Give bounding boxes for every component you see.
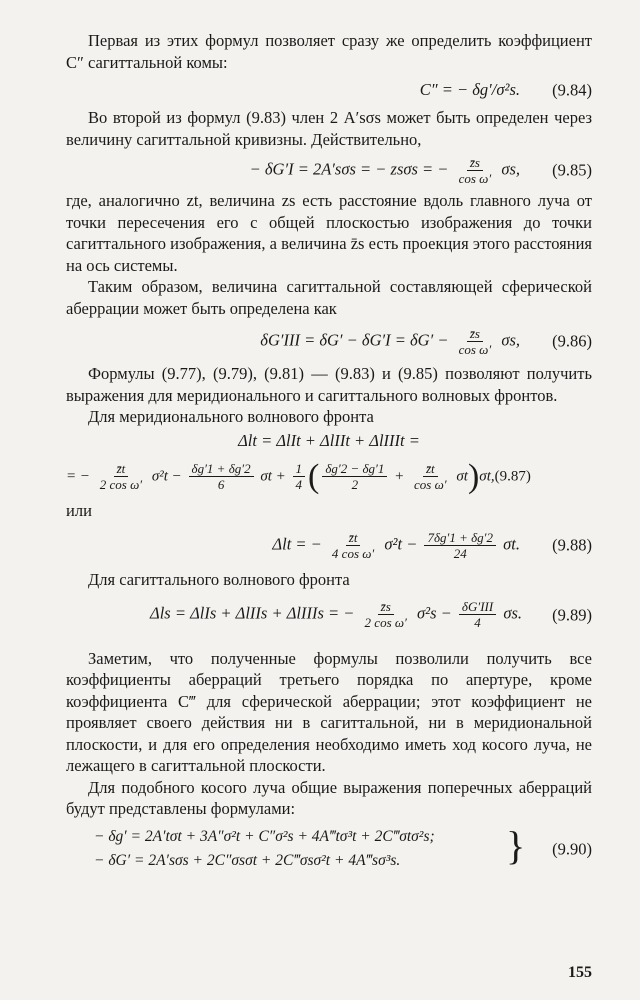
numerator: 7δg′1 + δg′2 xyxy=(424,530,496,546)
numerator: 1 xyxy=(293,461,306,477)
equation-9-84 xyxy=(66,73,592,107)
equation-number: (9.85) xyxy=(552,160,592,180)
fraction xyxy=(97,461,145,492)
eq-term: σt + xyxy=(260,467,286,484)
paragraph: Первая из этих формул позволяет сразу же определить коэффициент C″ сагиттальной комы: xyxy=(66,31,592,72)
equation-body xyxy=(250,155,520,186)
denominator: 6 xyxy=(217,477,225,492)
denominator: cos ω′ xyxy=(414,477,447,492)
equation-body xyxy=(66,457,531,495)
page-content xyxy=(66,30,592,878)
paragraph: где, аналогично zt, величина zs есть расстояние вдоль главного луча от точки пересечения его с общей плоскостью изображения до точки сагиттального изображения, а величина z̄s есть проекция этого расстояния на ось системы. xyxy=(66,191,592,275)
equation-9-86 xyxy=(66,319,592,363)
right-paren: ) xyxy=(467,457,480,495)
numerator: δG′III xyxy=(459,599,496,615)
paragraph: Таким образом, величина сагиттальной составляющей сферической аберрации может быть определена как xyxy=(66,277,592,318)
eq-term: − δG′I = 2A′sσs = − zsσs = − xyxy=(249,158,449,178)
denominator: 2 xyxy=(351,477,359,492)
right-brace: } xyxy=(506,822,526,868)
denominator: cos ω′ xyxy=(458,341,492,357)
eq-term: δG′III = δG′ − δG′I = δG′ − xyxy=(260,329,449,349)
equation-9-90 xyxy=(66,820,592,878)
eq-term: σs, xyxy=(501,329,520,349)
numerator: z̄t xyxy=(346,530,361,546)
numerator: z̄s xyxy=(467,326,483,342)
fraction xyxy=(362,599,410,630)
numerator: z̄s xyxy=(467,155,483,171)
equation-body xyxy=(260,326,520,357)
fraction xyxy=(293,461,306,492)
spacer xyxy=(66,639,592,648)
denominator: 2 cos ω′ xyxy=(364,615,407,630)
equation-body: Δlt = ΔlIt + ΔlIIt + ΔlIIIt = xyxy=(238,430,420,450)
equation-9-87 xyxy=(66,454,592,500)
fraction xyxy=(322,461,387,492)
denominator: cos ω′ xyxy=(458,170,492,186)
numerator: δg′1 + δg′2 xyxy=(189,461,254,477)
eq-term: σs, xyxy=(501,158,520,178)
numerator: z̄t xyxy=(423,461,438,477)
fraction xyxy=(329,530,377,561)
equation-body xyxy=(150,599,522,630)
eq-term: + xyxy=(394,467,405,484)
paragraph: Формулы (9.77), (9.79), (9.81) — (9.83) и (9.85) позволяют получить выражения для меридионального и сагиттального волновых фронтов. xyxy=(66,364,592,405)
paragraph: Во второй из формул (9.83) член 2 A′sσs может быть определен через величину сагиттальной кривизны. Действительно, xyxy=(66,108,592,149)
equation-line: − δG′ = 2A′sσs + 2C″σsσt + 2C‴σsσ²t + 4A‴sσ³s. xyxy=(94,851,401,869)
denominator: 4 cos ω′ xyxy=(331,545,375,561)
fraction xyxy=(456,326,495,357)
page-number: 155 xyxy=(568,964,592,981)
eq-term: σt, xyxy=(479,467,495,484)
equation-line: − δg′ = 2A′tσt + 3A″σ²t + C″σ²s + 4A‴tσ³t + 2C‴σtσ²s; xyxy=(94,827,435,845)
numerator: z̄t xyxy=(114,461,129,477)
equation-number: (9.87) xyxy=(494,467,531,484)
equation-number: (9.89) xyxy=(552,604,592,624)
eq-term: Δls = ΔlIs + ΔlIIs + ΔlIIIs = − xyxy=(150,603,355,623)
fraction xyxy=(189,461,254,492)
equation-body: C″ = − δg′/σ²s. xyxy=(419,80,520,100)
fraction xyxy=(424,530,496,561)
paragraph: Заметим, что полученные формулы позволили получить все коэффициенты аберраций третьего порядка по апертуре, кроме коэффициента C‴ для сферической аберрации; этот коэффициент не проявляет своего действия ни в сагиттальной, ни в меридиональной плоскости, и для его определения необходимо иметь ход косого луча, не лежащего в сагиттальной плоскости. xyxy=(66,648,592,775)
equation-number: (9.86) xyxy=(552,331,592,351)
left-paren: ( xyxy=(308,457,320,495)
paragraph: или xyxy=(66,500,92,520)
equation-number: (9.88) xyxy=(552,535,592,555)
paragraph: Для подобного косого луча общие выражения поперечных аберраций будут представлены формулами: xyxy=(66,777,592,818)
fraction xyxy=(456,155,495,186)
equation-body xyxy=(272,530,520,561)
equation-number: (9.84) xyxy=(552,80,592,100)
equation-number: (9.90) xyxy=(552,838,592,858)
eq-term: σ²t − xyxy=(151,467,182,484)
fraction xyxy=(459,599,496,630)
equation-9-85 xyxy=(66,150,592,190)
equation-9-88 xyxy=(66,521,592,569)
paragraph: Для сагиттального волнового фронта xyxy=(88,570,350,589)
numerator: z̄s xyxy=(378,599,394,615)
denominator: 2 cos ω′ xyxy=(99,477,143,492)
eq-term: Δlt = − xyxy=(272,533,322,553)
eq-term: σt. xyxy=(503,533,520,553)
eq-term: σ²t − xyxy=(384,533,418,553)
eq-term: σs. xyxy=(503,603,522,623)
equation-9-89 xyxy=(66,591,592,639)
paragraph: Для меридионального волнового фронта xyxy=(88,407,374,426)
denominator: 4 xyxy=(474,615,481,630)
numerator: δg′2 − δg′1 xyxy=(322,461,387,477)
eq-term: σ²s − xyxy=(417,603,452,623)
eq-term: = − xyxy=(66,467,90,484)
denominator: 24 xyxy=(453,545,467,561)
equation-9-87-head xyxy=(66,428,592,454)
denominator: 4 xyxy=(295,477,303,492)
fraction xyxy=(411,461,450,492)
eq-term: σt xyxy=(456,467,468,484)
equation-system xyxy=(94,825,435,873)
